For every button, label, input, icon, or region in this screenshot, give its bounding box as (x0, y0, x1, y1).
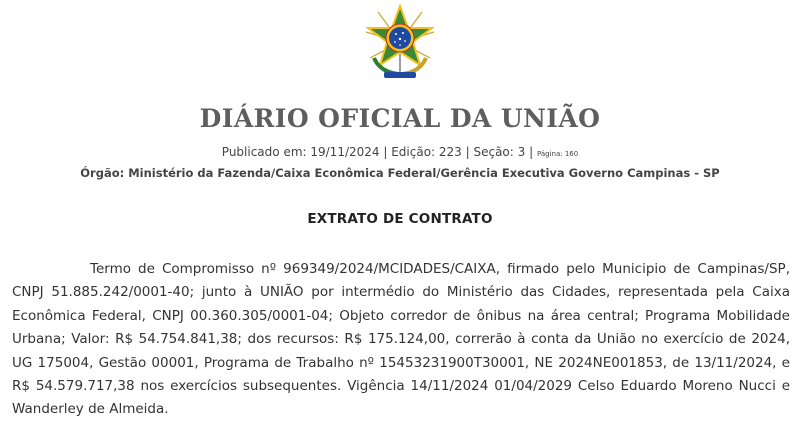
separator: | (379, 145, 392, 159)
edition: Edição: 223 (391, 145, 462, 159)
published-date: Publicado em: 19/11/2024 (221, 145, 380, 159)
page-number: Página: 160 (536, 150, 579, 158)
publication-info (0, 145, 800, 159)
brazil-coat-of-arms-icon (360, 2, 440, 82)
document-body: Termo de Compromisso nº 969349/2024/MCIDADES/CAIXA, firmado pelo Municipio de Campinas/SP, CNPJ 51.885.242/0001-40; junto à UNIÃO por intermédio do Ministério das Cidades, representada pela Caixa Econômica Federal, CNPJ 00.360.305/0001-04; Objeto corredor de ônibus na área central; Programa Mobilidade Urbana; Valor: R$ 54.754.841,38; dos recursos: R$ 175.124,00, correrão à conta da União no exercício de 2024, UG 175004, Gestão 00001, Programa de Trabalho nº 15453231900T30001, NE 2024NE001853, de 13/11/2024, e R$ 54.579.717,38 nos exercícios subsequentes. Vigência 14/11/2024 01/04/2029 Celso Eduardo Moreno Nucci e Wanderley de Almeida. (12, 261, 790, 418)
separator: | (461, 145, 474, 159)
issuing-organ: Órgão: Ministério da Fazenda/Caixa Econômica Federal/Gerência Executiva Governo Campinas - SP (80, 166, 720, 180)
page-title: DIÁRIO OFICIAL DA UNIÃO (199, 104, 601, 133)
separator: | (525, 145, 537, 159)
document-heading: EXTRATO DE CONTRATO (307, 211, 493, 227)
section-number: Seção: 3 (473, 145, 526, 159)
